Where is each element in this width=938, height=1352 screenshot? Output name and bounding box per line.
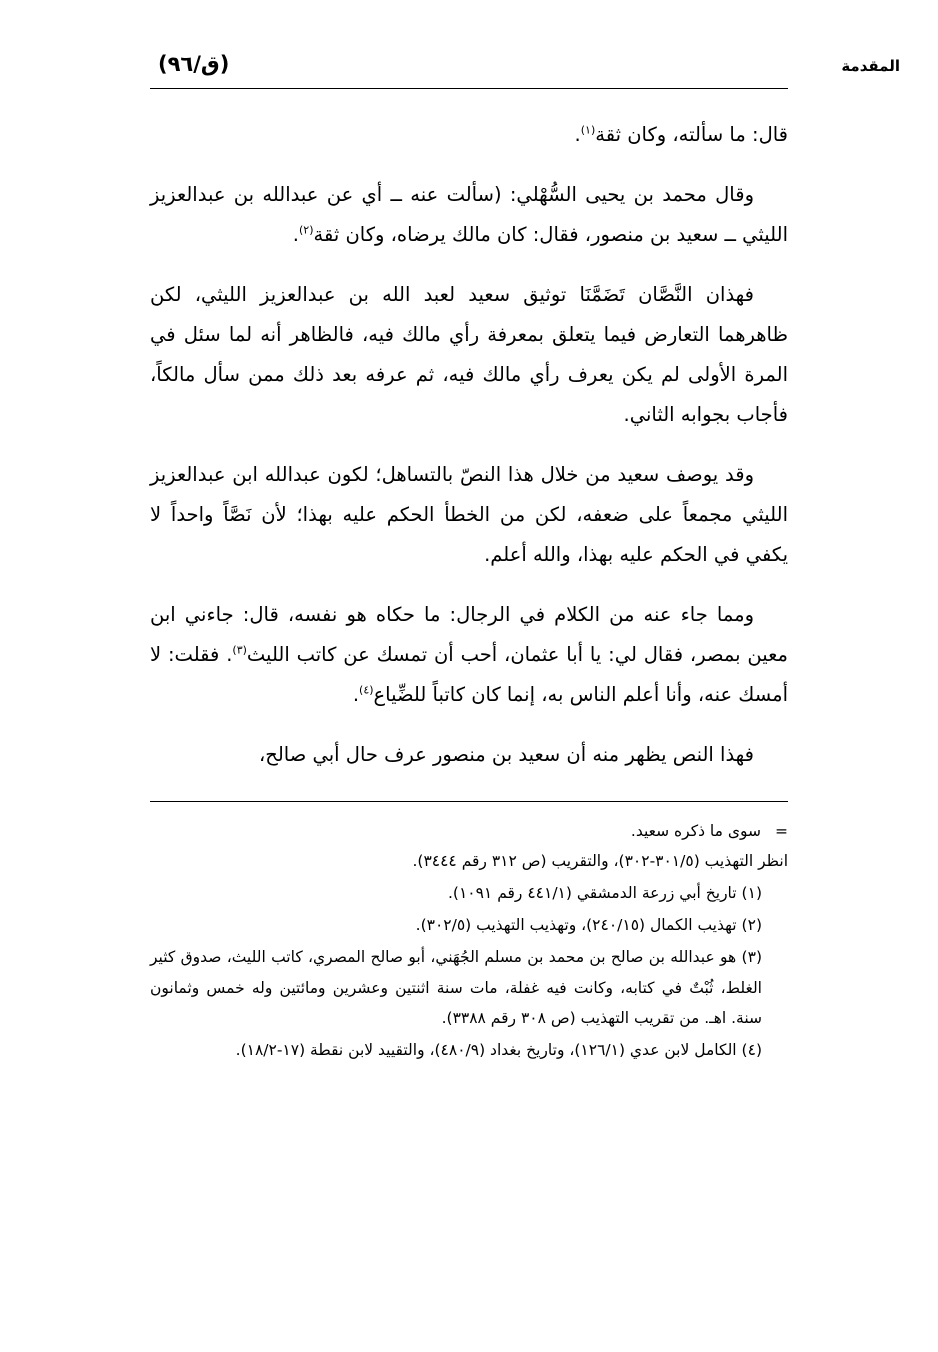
paragraph-1-text: قال: ما سألته، وكان ثقة	[595, 123, 788, 146]
paragraph-5-text: ومما جاء عنه من الكلام في الرجال: ما حكاه هو نفسه، قال: جاءني ابن معين بمصر، فقال لي: يا أبا عثمان، أحب أن تمسك عن كاتب الليث	[150, 602, 788, 666]
paragraph-6-text: فهذا النص يظهر منه أن سعيد بن منصور عرف حال أبي صالح،	[258, 742, 754, 766]
footnote-item-1-marker: (١)	[741, 884, 762, 902]
footnote-item-4-marker: (٤)	[741, 1041, 762, 1060]
footnote-item-1-text: تاريخ أبي زرعة الدمشقي (٤٤١/١ رقم ١٠٩١).	[447, 884, 737, 902]
paragraph-2-text: وقال محمد بن يحيى السُّهْلي: (سألت عنه ــ أي عن عبدالله بن عبدالعزيز الليثي ــ سعيد بن منصور، فقال: كان مالك يرضاه، وكان ثقة	[150, 182, 788, 246]
paragraph-5-tail: . فقلت: لا أمسك عنه، وأنا أعلم الناس به، إنما كان كاتباً للضِّياع	[150, 642, 788, 706]
footnote-divider	[150, 801, 788, 802]
paragraph-1-tail: .	[574, 123, 581, 146]
footnotes-section	[150, 816, 788, 1066]
footnote-continuation-line2: انظر التهذيب (٣٠١/٥-٣٠٢)، والتقريب (ص ٣١٢ رقم ٣٤٤٤).	[412, 851, 788, 870]
paragraph-6	[150, 735, 788, 775]
footnote-continuation-text: سوى ما ذكره سعيد.	[630, 821, 761, 840]
footnote-item-2-text: تهذيب الكمال (٢٤٠/١٥)، وتهذيب التهذيب (٣٠٢/٥).	[415, 916, 737, 935]
header-divider	[150, 88, 788, 89]
paragraph-2-tail: .	[292, 222, 299, 246]
page-header	[150, 52, 900, 76]
paragraph-3	[150, 275, 788, 435]
footnote-item-3-text: هو عبدالله بن صالح بن محمد بن مسلم الجُهَني، أبو صالح المصري، كاتب الليث، صدوق كثير الغلط، ثُبْتٌ في كتابه، وكانت فيه غفلة، مات سنة اثنتين وعشرين ومائتين وله خمس وثمانون سنة. اهـ. من تقريب التهذيب (ص ٣٠٨ رقم ٣٣٨٨).	[150, 948, 762, 1027]
paragraph-4	[150, 455, 788, 575]
footnote-item-2-marker: (٢)	[741, 916, 762, 935]
footnote-continuation-marker: =	[775, 821, 788, 840]
body-text	[150, 115, 788, 775]
header-title: المقدمة	[841, 57, 900, 75]
footnote-ref-2: (٢)	[299, 223, 314, 237]
footnote-item-3-marker: (٣)	[741, 948, 762, 967]
footnote-item-4-text: الكامل لابن عدي (١٢٦/١)، وتاريخ بغداد (٤٨٠/٩)، والتقييد لابن نقطة (١٧-١٨/٢).	[235, 1041, 737, 1060]
footnote-ref-1: (١)	[580, 123, 596, 137]
footnote-ref-4: (٤)	[359, 683, 374, 697]
paragraph-5	[150, 595, 788, 715]
footnote-item-2	[150, 910, 788, 940]
footnote-item-3	[150, 942, 788, 1033]
page-number: (ق/٩٦)	[158, 52, 230, 76]
paragraph-3-text: فهذان النَّصَّان تَضَمَّنَا توثيق سعيد لعبد الله بن عبدالعزيز الليثي، لكن ظاهرهما التعارض فيما يتعلق بمعرفة رأي مالك فيه، فالظاهر أنه لما سئل في المرة الأولى لم يكن يعرف رأي مالك فيه، ثم عرفه بعد ذلك ممن سأل مالكاً، فأجاب بجوابه الثاني.	[150, 282, 788, 426]
footnote-item-4	[150, 1035, 788, 1065]
paragraph-5-tail-2: .	[352, 682, 360, 706]
paragraph-4-text: وقد يوصف سعيد من خلال هذا النصّ بالتساهل؛ لكون عبدالله ابن عبدالعزيز الليثي مجمعاً على ضعفه، لكن من الخطأ الحكم عليه بهذا؛ لأن نَصَّاً واحداً لا يكفي في الحكم عليه بهذا، والله أعلم.	[150, 462, 788, 566]
paragraph-2	[150, 175, 788, 255]
footnote-ref-3: (٣)	[232, 643, 247, 657]
footnote-continuation	[150, 816, 788, 846]
footnote-item-1	[150, 878, 788, 908]
paragraph-1	[150, 115, 788, 155]
